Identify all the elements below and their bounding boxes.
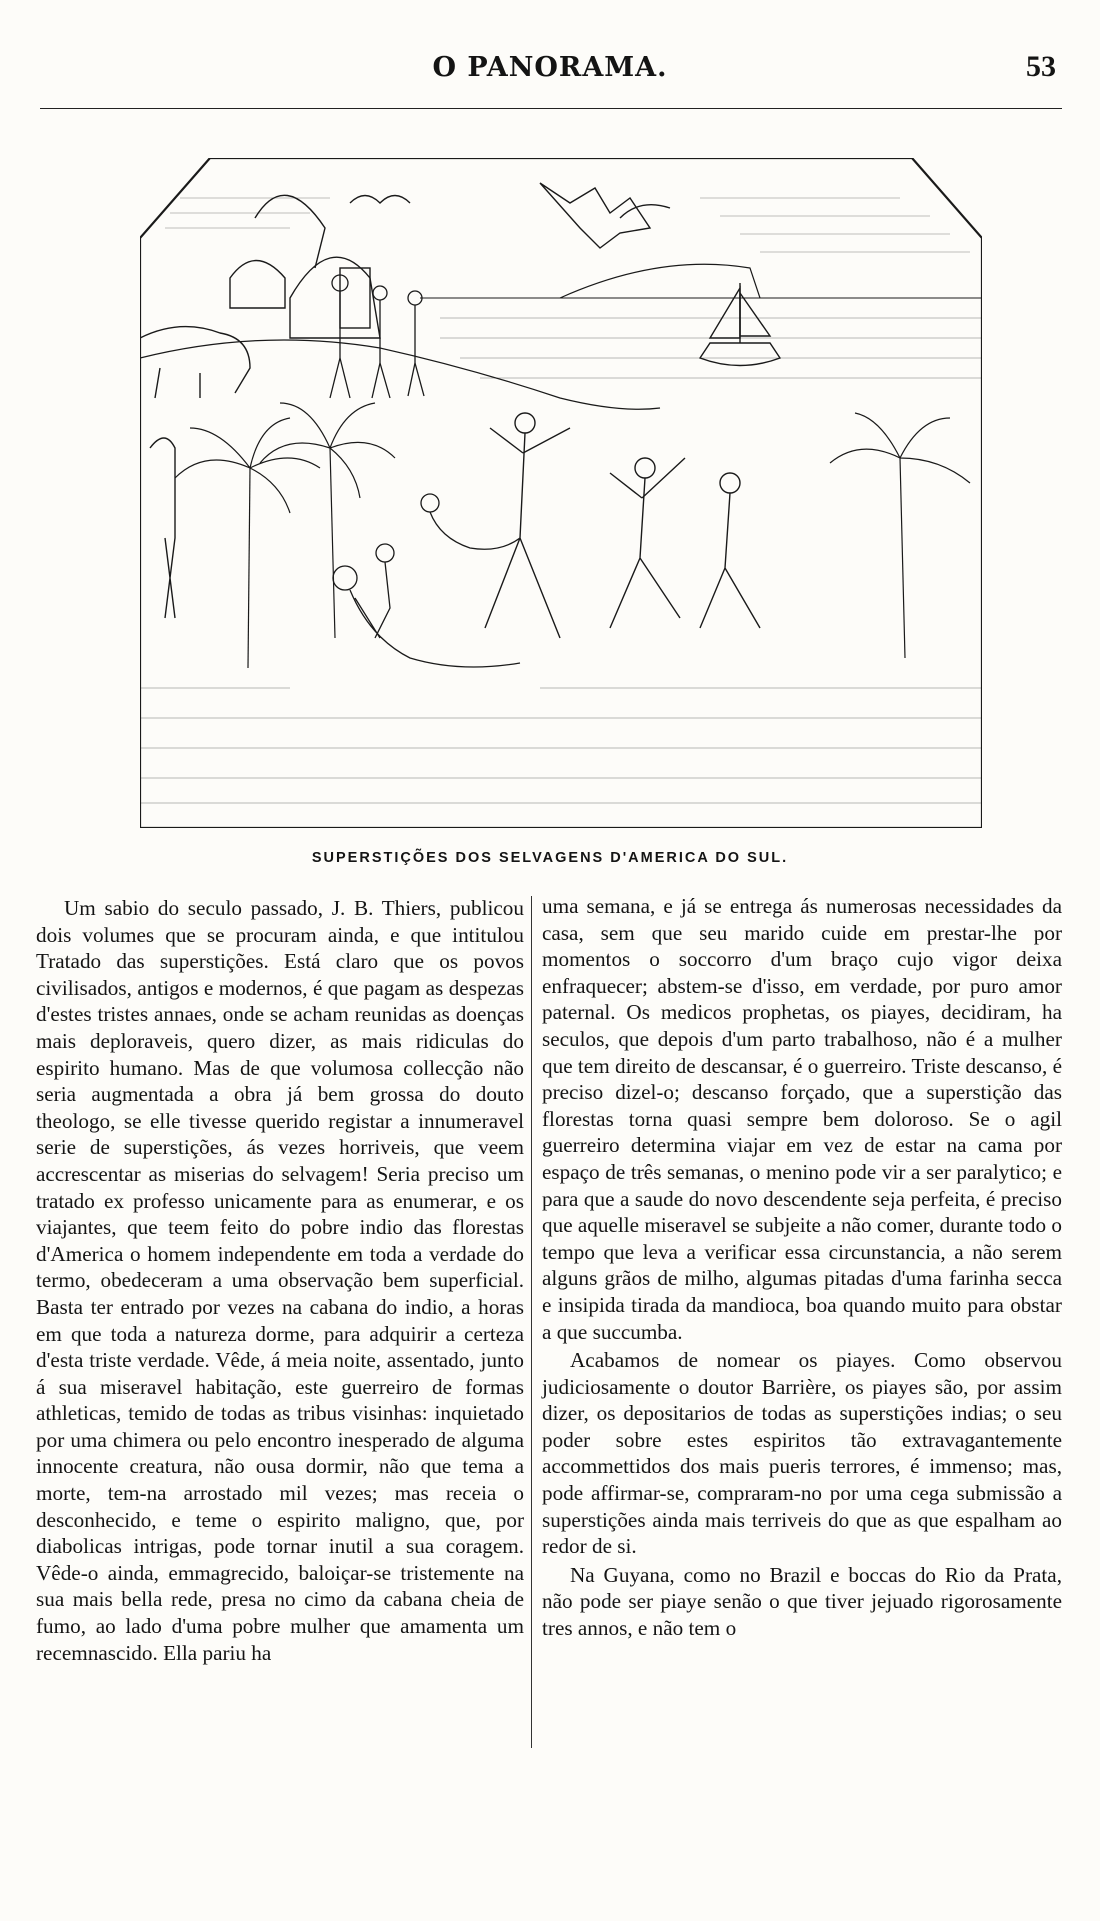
journal-title: O PANORAMA. [432, 52, 668, 83]
column-divider [531, 896, 532, 1748]
article-paragraph: uma semana, e já se entrega ás numerosas necessidades da casa, sem que seu marido cuide em prestar-lhe por momentos o soccorro d'um braço cujo vigor deixa enfraquecer; abstem-se d'isso, em verdade, por puro amor paternal. Os medicos prophetas, os piayes, decidiram, ha seculos, que depois d'um parto trabalhoso, não é a mulher que tem direito de descansar, é o guerreiro. Triste descanso, é preciso dizel-o; descanso forçado, que a superstição das florestas torna quasi sempre bem doloroso. Se o agil guerreiro determina viajar em vez de estar na cama por espaço de três semanas, o menino pode vir a ser paralytico; e para que a saude do novo descendente seja perfeita, é preciso que aquelle miseravel se subjeite a não comer, durante todo o tempo que leva a verificar essa circunstancia, a não serem alguns grãos de milho, algumas pitadas d'uma farinha secca e insipida tirada da mandioca, boa quando muito para obstar a que succumba. [542, 894, 1062, 1344]
article-column-left [36, 893, 524, 1666]
page-number: 53 [1026, 50, 1056, 83]
article-paragraph: Um sabio do seculo passado, J. B. Thiers, publicou dois volumes que se procuram ainda, e que intitulou Tratado das superstições. Está claro que os povos civilisados, antigos e modernos, é que pagam as despezas d'estes tristes annaes, onde se acham reunidas as doenças mais deploraveis, quero dizer, as mais ridiculas do espirito humano. Mas de que volumosa collecção não seria augmentada a obra já bem grossa do douto theologo, se elle tivesse querido registar a innumeravel serie de superstições, ás vezes horriveis, que veem accrescentar as miserias do selvagem! Seria preciso um tratado ex professo unicamente para as enumerar, e os viajantes, que teem feito do pobre indio das florestas d'America o homem independente em toda a verdade do termo, obedeceram a uma observação bem superficial. Basta ter entrado por vezes na cabana do indio, a horas em que toda a natureza dorme, para adquirir a certeza d'esta triste verdade. Vêde, á meia noite, assentado, junto á sua miseravel habitação, este guerreiro de formas athleticas, temido de todas as tribus visinhas: inquietado por uma chimera ou pelo encontro inesperado de alguma innocente creatura, não ousa dormir, não que tema a morte, tem-na arrostado mil vezes; mas receia o desconhecido, e teme o espirito maligno, que, por diabolicas intrigas, pode tornar inutil a sua coragem. Vêde-o ainda, emmagrecido, baloiçar-se tristemente na sua mais bella rede, presa no cimo da cabana cheia de fumo, ao lado d'uma pobre mulher que amamenta um recemnascido. Ella pariu ha [36, 896, 524, 1665]
engraving-illustration [140, 158, 982, 828]
header-rule [40, 108, 1062, 109]
running-header [40, 52, 1060, 92]
article-paragraph: Na Guyana, como no Brazil e boccas do Rio da Prata, não pode ser piaye senão o que tiver jejuado rigorosamente tres annos, e não tem o [542, 1562, 1062, 1641]
illustration-caption: SUPERSTIÇÕES DOS SELVAGENS D'AMERICA DO SUL. [311, 850, 789, 866]
article-column-right [542, 893, 1062, 1642]
article-paragraph: Acabamos de nomear os piayes. Como observou judiciosamente o doutor Barrière, os piayes são, por assim dizer, os depositarios de todas as superstições indias; o seu poder sobre estes espiritos tão extravagantemente accommettidos dos mais pueris terrores, é immenso; mas, pode affirmar-se, compraram-no por uma cega submissão a superstições ainda mais terriveis do que as que espalham ao redor de si. [542, 1348, 1062, 1559]
